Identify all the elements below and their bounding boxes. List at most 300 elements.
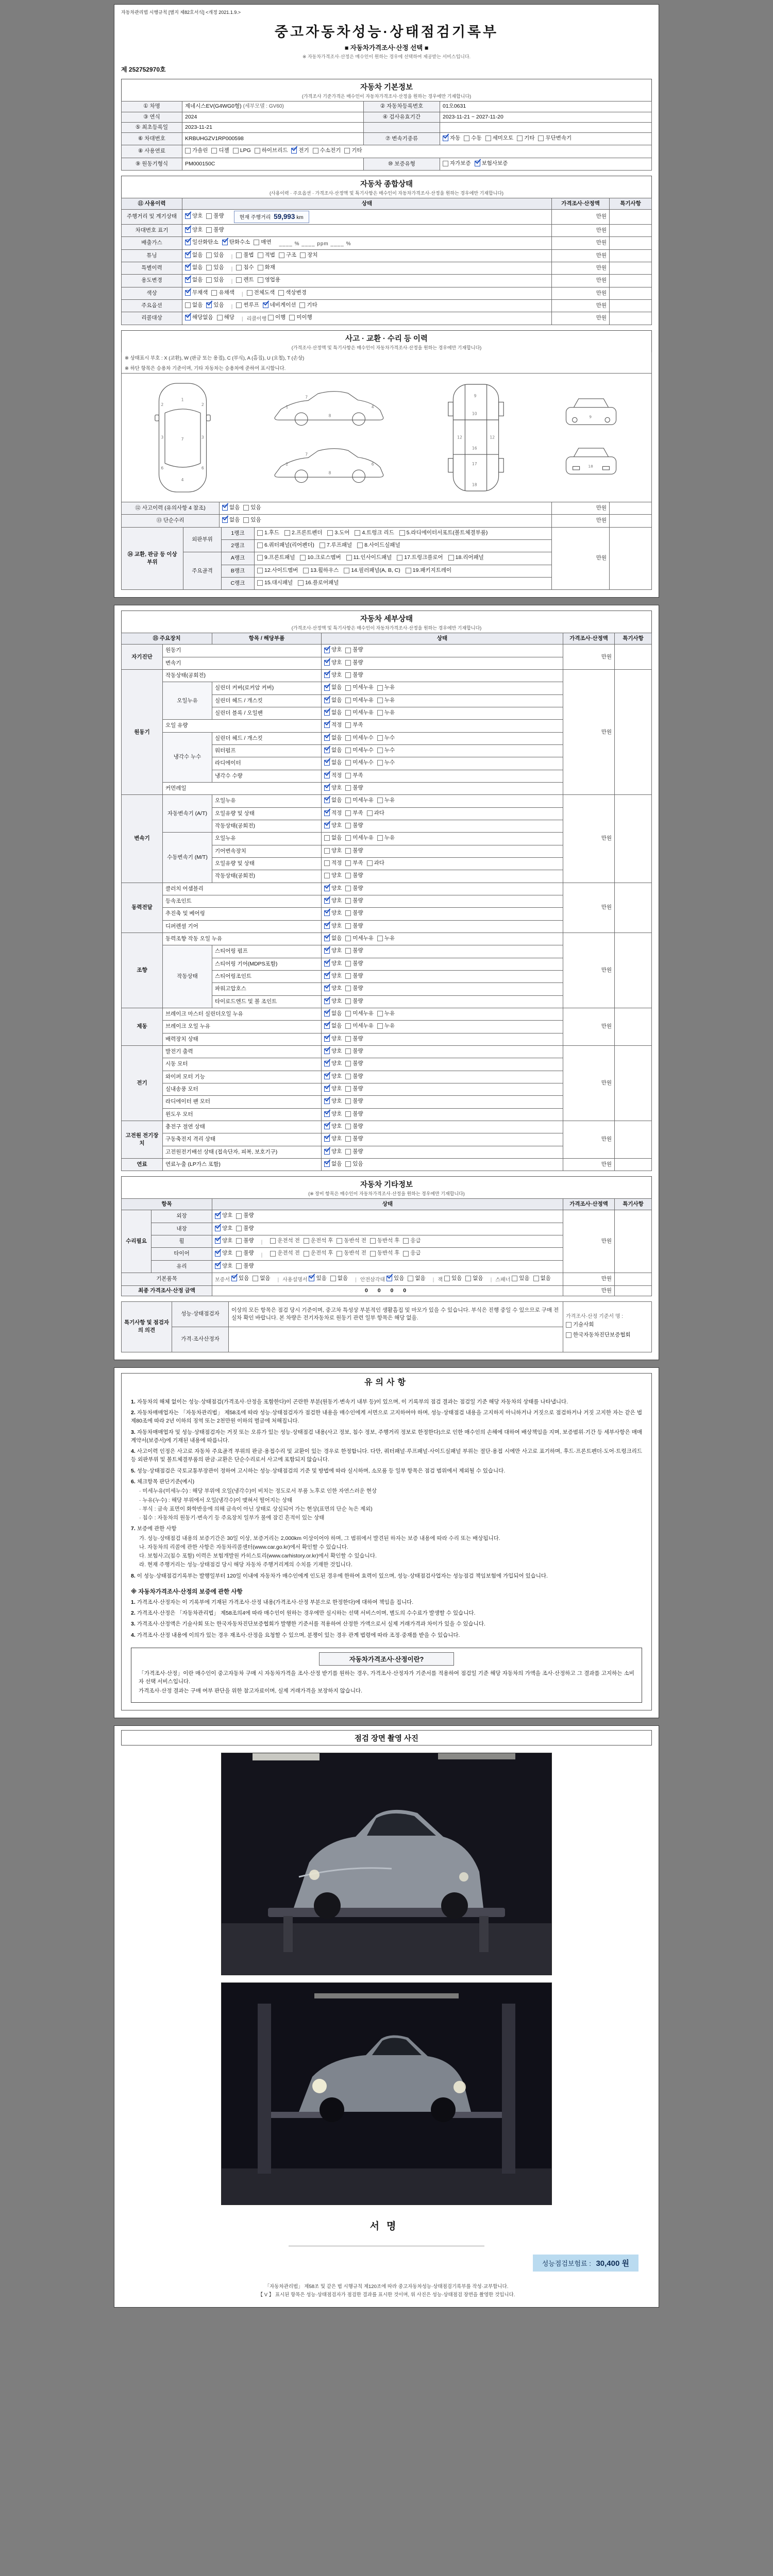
checkbox-checked[interactable]: 양호 [324, 1135, 342, 1143]
checkbox-unchecked[interactable]: 미세누유 [345, 1022, 374, 1030]
checkbox-box-icon [377, 735, 383, 741]
item-label: 충전구 절연 상태 [163, 1121, 322, 1133]
checkbox-checked[interactable]: 양호 [324, 897, 342, 905]
checkbox-unchecked[interactable]: 기타 [517, 134, 534, 142]
checkbox-checked[interactable]: 없음 [324, 935, 342, 942]
checkbox-checked[interactable]: 없음 [185, 276, 203, 284]
checkbox-box-icon [324, 810, 330, 816]
checkbox-unchecked[interactable]: 누유 [377, 935, 395, 942]
item-label: 실린더 블록 / 오일팬 [212, 707, 322, 720]
checkbox-unchecked[interactable]: 동반석 후 [370, 1249, 400, 1257]
checkbox-box-icon [377, 748, 383, 753]
item-label: 기어변속장치 [212, 845, 322, 857]
checkbox-unchecked[interactable]: 불량 [345, 847, 363, 855]
checkbox-checked[interactable]: 양호 [324, 960, 342, 968]
opinion-text [229, 1327, 563, 1352]
checkbox-unchecked[interactable]: 없음 [324, 834, 342, 842]
checkbox-unchecked[interactable]: 불량 [236, 1212, 254, 1219]
col-etc-item: 항목 [122, 1199, 212, 1210]
checkbox-unchecked[interactable]: 누수 [377, 734, 395, 742]
checkbox-unchecked[interactable]: 있음 [444, 1275, 462, 1282]
checkbox-checked[interactable]: 양호 [215, 1225, 232, 1232]
checkbox-checked[interactable]: 양호 [324, 671, 342, 679]
section-overall [121, 176, 652, 325]
checkbox-unchecked[interactable]: 12.사이드멤버 [257, 567, 298, 574]
checkbox-unchecked[interactable]: 불량 [345, 1060, 363, 1067]
checkbox-unchecked[interactable]: 10.크로스멤버 [300, 554, 341, 562]
checkbox-checked[interactable]: 일산화탄소 [185, 239, 219, 246]
checkbox-unchecked[interactable]: 불량 [345, 646, 363, 654]
checkbox-box-icon [377, 936, 383, 941]
checkbox-unchecked[interactable]: 8.사이드실패널 [357, 541, 400, 549]
item-state [322, 745, 563, 757]
checkbox-unchecked[interactable]: 기타 [299, 301, 317, 309]
basic-row: ⑥ 차대번호 KRBUHGZV1RP000598 ⑦ 변속기종류 자동 수동 세미오토 기타 무단변속기 [122, 132, 652, 145]
checkbox-box-icon [345, 1086, 351, 1092]
checkbox-checked[interactable]: 양호 [324, 1047, 342, 1055]
item-label: 브레이크 마스터 실린더오일 누유 [163, 1008, 322, 1020]
checkbox-unchecked[interactable]: 누유 [377, 1022, 395, 1030]
checkbox-box-icon [236, 1251, 242, 1257]
checkbox-unchecked[interactable]: 동반석 전 [337, 1249, 366, 1257]
item-label: 와이퍼 모터 기능 [163, 1071, 322, 1083]
checkbox-unchecked[interactable]: 4.트렁크 리드 [355, 529, 394, 537]
checkbox-unchecked[interactable]: 부족 [345, 772, 363, 779]
checkbox-unchecked[interactable]: 불량 [345, 1085, 363, 1093]
checkbox-checked[interactable]: 있음 [231, 1275, 249, 1282]
checkbox-unchecked[interactable]: 불량 [236, 1225, 254, 1232]
checkbox-unchecked[interactable]: 불량 [345, 1110, 363, 1118]
checkbox-unchecked[interactable]: 7.루프패널 [320, 541, 352, 549]
checkbox-box-icon [324, 785, 330, 791]
checkbox-unchecked[interactable]: 불량 [345, 909, 363, 917]
checkbox-checked[interactable]: 양호 [324, 985, 342, 992]
checkbox-unchecked[interactable]: 장치 [300, 251, 317, 259]
item-label: 오일유량 및 상태 [212, 807, 322, 820]
checkbox-unchecked[interactable]: 불량 [345, 897, 363, 905]
checkbox-box-icon [270, 1251, 276, 1257]
checkbox-unchecked[interactable]: 불량 [345, 997, 363, 1005]
checkbox-checked[interactable]: 양호 [324, 1060, 342, 1067]
checkbox-box-icon [324, 710, 330, 716]
checkbox-checked[interactable]: 양호 [185, 212, 203, 220]
checkbox-box-icon [324, 973, 330, 979]
svg-text:4: 4 [371, 404, 374, 410]
final-price-value: 0 0 0 0 [212, 1285, 563, 1296]
checkbox-checked[interactable]: 양호 [324, 1123, 342, 1130]
checkbox-unchecked[interactable]: 전체도색 [247, 289, 275, 297]
checkbox-box-icon [566, 1322, 572, 1328]
checkbox-checked[interactable]: 양호 [324, 1148, 342, 1156]
checkbox-unchecked[interactable]: 있음 [206, 276, 224, 284]
checkbox-box-icon [337, 1238, 342, 1244]
checkbox-box-icon [247, 290, 253, 296]
basic-row: ⑨ 원동기형식 PM000150C ⑩ 보증유형 자가보증 보험사보증 [122, 158, 652, 170]
checkbox-checked[interactable]: 없음 [324, 796, 342, 804]
checkbox-unchecked[interactable]: LPG [233, 147, 251, 155]
checkbox-unchecked[interactable]: 있음 [206, 264, 224, 272]
item-state [322, 1021, 563, 1033]
checkbox-unchecked[interactable]: 불량 [206, 212, 224, 220]
checkbox-unchecked[interactable]: 불법 [236, 251, 254, 259]
checkbox-unchecked[interactable]: 미세누수 [345, 734, 374, 742]
checkbox-checked[interactable]: 없음 [324, 1010, 342, 1018]
checkbox-checked[interactable]: 네비게이션 [263, 301, 296, 309]
checkbox-unchecked[interactable]: 불량 [345, 947, 363, 955]
checkbox-unchecked[interactable]: 동반석 전 [337, 1237, 366, 1245]
section-etc-title [121, 1176, 652, 1198]
footer-line-2: 【 V 】 표시된 항목은 성능·상태점검자가 점검한 결과를 표시한 것이며, 위 사진은 성능·상태점검 장면을 촬영한 것입니다. [258, 2292, 515, 2298]
checkbox-unchecked[interactable]: 불량 [345, 1035, 363, 1043]
checkbox-checked[interactable]: 양호 [324, 1097, 342, 1105]
basic-row: ⑧ 사용연료 가솔린 디젤 LPG 하이브리드 전기 수소전기 기타 [122, 145, 652, 158]
item-label: 작동상태(공회전) [212, 870, 322, 883]
checkbox-unchecked[interactable]: 불량 [345, 1073, 363, 1080]
item-label: 배력장치 상태 [163, 1033, 322, 1045]
checkbox-unchecked[interactable]: 미세누수 [345, 759, 374, 767]
checkbox-unchecked[interactable]: 기술사회 [566, 1321, 594, 1329]
checkbox-unchecked[interactable]: 누유 [377, 796, 395, 804]
checkbox-checked[interactable]: 없음 [324, 709, 342, 717]
checkbox-checked[interactable]: 양호 [324, 1110, 342, 1118]
item-label: 등속조인트 [163, 895, 322, 907]
checkbox-checked[interactable]: 양호 [324, 659, 342, 667]
checkbox-unchecked[interactable]: 매연 [254, 239, 271, 246]
checkbox-unchecked[interactable]: 19.패키지트레이 [406, 567, 451, 574]
checkbox-unchecked[interactable]: 운전석 전 [270, 1237, 300, 1245]
checkbox-unchecked[interactable]: 과다 [367, 859, 384, 867]
checkbox-unchecked[interactable]: 있음 [512, 1275, 529, 1282]
checkbox-checked[interactable]: 양호 [324, 885, 342, 892]
checkbox-box-icon [324, 961, 330, 967]
checkbox-unchecked[interactable]: 과다 [367, 809, 384, 817]
checkbox-unchecked[interactable]: 불량 [236, 1262, 254, 1270]
overall-row: 튜닝 없음 있음 | 불법 적법 구조 장치 만원 [122, 249, 652, 262]
checkbox-checked[interactable]: 양호 [324, 909, 342, 917]
checkbox-checked[interactable]: 양호 [324, 947, 342, 955]
checkbox-box-icon [185, 227, 191, 233]
notice-item: 7. 보증에 관한 사항 가. 성능·상태점검 내용의 보증기간은 30일 이상, 보증거리는 2,000km 이상이어야 하며, 그 범위에서 발견된 하자는 보증 내용에 따라 수리 또는 배상됩니다. 나. 자동차의 리콜에 관한 사항은 자동차리콜센터(www.car.go.kr)에서 확인할 수 있습니다. 다. 보험사고(침수 포함) 이력은 보험개발원 카히스토리(www.carhistory.or.kr)에서 확인할 수 있습니다. 라. 현재 주행거리는 성능·상태점검 당시 해당 자동차 주행거리계의 수치를 기재한 것입니다. [131, 1526, 500, 1568]
checkbox-unchecked[interactable]: 18.리어패널 [448, 554, 484, 562]
accident-history-row [122, 502, 652, 514]
checkbox-unchecked[interactable]: 양호 [324, 872, 342, 879]
item-label: 오일누유 [212, 833, 322, 845]
checkbox-checked[interactable]: 양호 [185, 226, 203, 234]
checkbox-unchecked[interactable]: 9.프론트패널 [257, 554, 295, 562]
item-state [322, 694, 563, 707]
checkbox-unchecked[interactable]: 이행 [268, 314, 285, 321]
checkbox-checked[interactable]: 양호 [324, 1073, 342, 1080]
checkbox-unchecked[interactable]: 부족 [345, 721, 363, 729]
checkbox-box-icon [324, 722, 330, 728]
checkbox-unchecked[interactable]: 세미오토 [485, 134, 514, 142]
checkbox-unchecked[interactable]: 11.인사이드패널 [346, 554, 392, 562]
checkbox-checked[interactable]: 탄화수소 [222, 239, 250, 246]
notice-list-2 [131, 1598, 642, 1639]
checkbox-box-icon [345, 748, 351, 753]
checkbox-box-icon [324, 986, 330, 991]
checkbox-checked[interactable]: 양호 [324, 822, 342, 829]
item-state [322, 895, 563, 907]
checkbox-unchecked[interactable]: 미세누수 [345, 747, 374, 754]
opinion-table [121, 1301, 652, 1352]
section-accident-title [121, 330, 652, 352]
checkbox-unchecked[interactable]: 썬루프 [236, 301, 259, 309]
checkbox-unchecked[interactable]: 영업용 [258, 276, 280, 284]
svg-text:2: 2 [161, 402, 164, 408]
section-accident-note: (가격조사·산정액 및 특기사항은 매수인이 자동차가격조사·산정을 원하는 경우에만 기재합니다) [291, 345, 482, 350]
checkbox-unchecked[interactable]: 불량 [345, 972, 363, 980]
checkbox-box-icon [324, 735, 330, 741]
checkbox-unchecked[interactable]: 해당 [217, 314, 234, 321]
checkbox-unchecked[interactable]: 불량 [345, 985, 363, 992]
checkbox-unchecked[interactable]: 누유 [377, 684, 395, 691]
final-price-table [121, 1285, 652, 1296]
checkbox-unchecked[interactable]: 동반석 후 [370, 1237, 400, 1245]
checkbox-unchecked[interactable]: 응급 [403, 1249, 421, 1257]
checkbox-unchecked[interactable]: 불량 [345, 1047, 363, 1055]
checkbox-checked[interactable]: 없음 [324, 1022, 342, 1030]
checkbox-unchecked[interactable]: 있음 [206, 251, 224, 259]
checkbox-unchecked[interactable]: 운전석 후 [304, 1249, 333, 1257]
checkbox-checked[interactable]: 양호 [324, 646, 342, 654]
checkbox-unchecked[interactable]: 양호 [324, 847, 342, 855]
item-label: 스티어링 펌프 [212, 945, 322, 958]
checkbox-checked[interactable]: 없음 [324, 759, 342, 767]
checkbox-box-icon [215, 1263, 221, 1269]
checkbox-unchecked[interactable]: 미세누유 [345, 709, 374, 717]
checkbox-unchecked[interactable]: 불량 [345, 1148, 363, 1156]
checkbox-unchecked[interactable]: 불량 [345, 922, 363, 930]
checkbox-unchecked[interactable]: 구조 [279, 251, 296, 259]
checkbox-box-icon [345, 648, 351, 653]
checkbox-unchecked[interactable]: 미세누유 [345, 834, 374, 842]
checkbox-checked[interactable]: 있음 [309, 1275, 326, 1282]
col-use-history: ⑪ 사용이력 [122, 198, 182, 209]
checkbox-unchecked[interactable]: 자가보증 [443, 160, 471, 167]
checkbox-box-icon [345, 1111, 351, 1117]
checkbox-checked[interactable]: 없음 [185, 251, 203, 259]
checkbox-unchecked[interactable]: 6.쿼터패널(리어펜더) [257, 541, 314, 549]
item-state [322, 1096, 563, 1108]
checkbox-box-icon [291, 148, 297, 154]
checkbox-checked[interactable]: 양호 [215, 1237, 232, 1245]
checkbox-checked[interactable]: 양호 [215, 1212, 232, 1219]
notice-subheading: ※ 자동차가격조사·산정의 보증에 관한 사항 [131, 1588, 243, 1595]
detail-row: 연료 연료누출 (LP가스 포함) 없음 있음 만원 [122, 1158, 652, 1171]
section-basic-info [121, 79, 652, 171]
checkbox-unchecked[interactable]: 누유 [377, 1010, 395, 1018]
checkbox-box-icon [304, 1238, 309, 1244]
checkbox-unchecked[interactable]: 불량 [345, 784, 363, 792]
checkbox-checked[interactable]: 양호 [215, 1249, 232, 1257]
checkbox-unchecked[interactable]: 누수 [377, 747, 395, 754]
checkbox-unchecked[interactable]: 침수 [236, 264, 254, 272]
checkbox-unchecked[interactable]: 디젤 [211, 147, 229, 155]
basic-row: ⑤ 최초등록일 2023-11-21 [122, 122, 652, 132]
checkbox-unchecked[interactable]: 미세누유 [345, 684, 374, 691]
checkbox-box-icon [215, 1238, 221, 1244]
checkbox-unchecked[interactable]: 불량 [236, 1237, 254, 1245]
checkbox-unchecked[interactable]: 불량 [345, 960, 363, 968]
checkbox-box-icon [257, 555, 263, 561]
checkbox-box-icon [324, 1036, 330, 1042]
checkbox-checked[interactable]: 없음 [185, 264, 203, 272]
checkbox-unchecked[interactable]: 불량 [345, 671, 363, 679]
checkbox-checked[interactable]: 양호 [324, 1085, 342, 1093]
checkbox-box-icon [377, 698, 383, 703]
checkbox-box-icon [324, 873, 330, 878]
checkbox-unchecked[interactable]: 불량 [345, 1097, 363, 1105]
checkbox-checked[interactable]: 없음 [324, 697, 342, 704]
checkbox-unchecked[interactable]: 불량 [236, 1249, 254, 1257]
checkbox-box-icon [345, 886, 351, 891]
checkbox-unchecked[interactable]: 13.휠하우스 [303, 567, 339, 574]
checkbox-checked[interactable]: 양호 [324, 922, 342, 930]
checkbox-unchecked[interactable]: 14.필러패널(A, B, C) [344, 567, 400, 574]
checkbox-unchecked[interactable]: 없음 [465, 1275, 483, 1282]
item-label: 실린더 커버(로커암 커버) [212, 682, 322, 694]
checkbox-checked[interactable]: 적정 [324, 772, 342, 779]
checkbox-checked[interactable]: 없음 [222, 504, 240, 512]
overall-row: 주요옵션 없음 있음 | 썬루프 네비게이션 기타 만원 [122, 299, 652, 312]
checkbox-checked[interactable]: 자동 [443, 134, 460, 142]
checkbox-checked[interactable]: 있음 [206, 301, 224, 309]
checkbox-box-icon [258, 265, 263, 270]
checkbox-box-icon [215, 1226, 221, 1231]
insurance-premium-badge [533, 2255, 638, 2272]
checkbox-unchecked[interactable]: 있음 [243, 516, 261, 524]
checkbox-unchecked[interactable]: 5.라디에이터서포트(볼트체결부품) [399, 529, 488, 537]
checkbox-unchecked[interactable]: 렌트 [236, 276, 254, 284]
checkbox-unchecked[interactable]: 15.대시패널 [257, 579, 293, 587]
checkbox-unchecked[interactable]: 미세누유 [345, 796, 374, 804]
checkbox-unchecked[interactable]: 누유 [377, 709, 395, 717]
checkbox-checked[interactable]: 없음 [222, 516, 240, 524]
checkbox-unchecked[interactable]: 유채색 [211, 289, 234, 297]
checkbox-unchecked[interactable]: 없음 [185, 301, 203, 309]
checkbox-checked[interactable]: 무채색 [185, 289, 208, 297]
checkbox-unchecked[interactable]: 무단변속기 [538, 134, 572, 142]
checkbox-unchecked[interactable]: 미세누유 [345, 697, 374, 704]
checkbox-unchecked[interactable]: 누유 [377, 697, 395, 704]
checkbox-box-icon [403, 1251, 409, 1257]
checkbox-unchecked[interactable]: 색상변경 [278, 289, 307, 297]
checkbox-unchecked[interactable]: 불량 [345, 885, 363, 892]
checkbox-unchecked[interactable]: 부족 [345, 809, 363, 817]
checkbox-checked[interactable]: 없음 [324, 734, 342, 742]
checkbox-unchecked[interactable]: 17.트렁크플로어 [397, 554, 443, 562]
checkbox-unchecked[interactable]: 가솔린 [185, 147, 208, 155]
checkbox-box-icon [324, 798, 330, 803]
checkbox-unchecked[interactable]: 누수 [377, 759, 395, 767]
exchange-row: 2랭크 6.쿼터패널(리어펜더) 7.루프패널 8.사이드실패널 [122, 539, 652, 552]
checkbox-unchecked[interactable]: 적정 [324, 859, 342, 867]
checkbox-unchecked[interactable]: 화재 [258, 264, 275, 272]
item-label: 연료누출 (LP가스 포함) [163, 1158, 322, 1171]
checkbox-unchecked[interactable]: 없음 [533, 1275, 551, 1282]
checkbox-checked[interactable]: 있음 [386, 1275, 404, 1282]
checkbox-checked[interactable]: 양호 [324, 972, 342, 980]
checkbox-box-icon [243, 505, 249, 511]
checkbox-unchecked[interactable]: 미세누유 [345, 935, 374, 942]
checkbox-box-icon [185, 302, 191, 308]
checkbox-unchecked[interactable]: 운전석 후 [304, 1237, 333, 1245]
checkbox-box-icon [236, 252, 242, 258]
item-label: 스티어링 기어(MDPS포함) [212, 958, 322, 970]
item-state [322, 883, 563, 895]
checkbox-checked[interactable]: 양호 [324, 1035, 342, 1043]
checkbox-unchecked[interactable]: 1.후드 [257, 529, 279, 537]
checkbox-box-icon [233, 148, 239, 154]
section-basic-note: (가격조사 기준가격은 매수인이 자동차가격조사·산정을 원하는 경우에만 기재합니다) [301, 94, 472, 99]
checkbox-checked[interactable]: 양호 [215, 1262, 232, 1270]
checkbox-unchecked[interactable]: 불량 [345, 1123, 363, 1130]
checkbox-unchecked[interactable]: 한국자동차진단보증협회 [566, 1331, 631, 1339]
checkbox-box-icon [443, 161, 448, 166]
checkbox-unchecked[interactable]: 없음 [408, 1275, 425, 1282]
checkbox-unchecked[interactable]: 불량 [345, 822, 363, 829]
checkbox-checked[interactable]: 전기 [291, 147, 309, 155]
checkbox-unchecked[interactable]: 수소전기 [313, 147, 341, 155]
checkbox-unchecked[interactable]: 미이행 [289, 314, 312, 321]
checkbox-unchecked[interactable]: 있음 [243, 504, 261, 512]
checkbox-unchecked[interactable]: 2.프론트펜더 [284, 529, 322, 537]
checkbox-box-icon [512, 1276, 517, 1281]
checkbox-checked[interactable]: 없음 [324, 684, 342, 691]
checkbox-box-icon [344, 568, 349, 573]
item-state [322, 783, 563, 795]
checkbox-checked[interactable]: 양호 [324, 784, 342, 792]
checkbox-unchecked[interactable]: 불량 [345, 872, 363, 879]
checkbox-unchecked[interactable]: 16.플로어패널 [298, 579, 339, 587]
checkbox-unchecked[interactable]: 운전석 전 [270, 1249, 300, 1257]
item-state [322, 945, 563, 958]
checkbox-box-icon [345, 823, 351, 828]
checkbox-unchecked[interactable]: 없음 [330, 1275, 348, 1282]
checkbox-checked[interactable]: 없음 [324, 747, 342, 754]
checkbox-checked[interactable]: 적정 [324, 809, 342, 817]
checkbox-unchecked[interactable]: 불량 [206, 226, 224, 234]
checkbox-unchecked[interactable]: 있음 [345, 1160, 363, 1168]
checkbox-unchecked[interactable]: 부족 [345, 859, 363, 867]
checkbox-checked[interactable]: 양호 [324, 997, 342, 1005]
checkbox-unchecked[interactable]: 응급 [403, 1237, 421, 1245]
checkbox-checked[interactable]: 해당없음 [185, 314, 213, 321]
checkbox-unchecked[interactable]: 누유 [377, 834, 395, 842]
notice-title [121, 1373, 652, 1389]
checkbox-box-icon [357, 543, 363, 548]
checkbox-checked[interactable]: 없음 [324, 1160, 342, 1168]
checkbox-checked[interactable]: 적정 [324, 721, 342, 729]
item-label: 오일 유량 [163, 720, 322, 732]
checkbox-unchecked[interactable]: 수동 [464, 134, 481, 142]
checkbox-unchecked[interactable]: 적법 [258, 251, 275, 259]
col-etc-price: 가격조사·산정액 [563, 1199, 615, 1210]
checkbox-unchecked[interactable]: 미세누유 [345, 1010, 374, 1018]
checkbox-checked[interactable]: 보험사보증 [475, 160, 508, 167]
checkbox-unchecked[interactable]: 불량 [345, 1135, 363, 1143]
checkbox-unchecked[interactable]: 없음 [253, 1275, 270, 1282]
checkbox-box-icon [324, 660, 330, 666]
checkbox-unchecked[interactable]: 불량 [345, 659, 363, 667]
col-device: ⑮ 주요장치 [122, 633, 212, 645]
basic-info-table [121, 101, 652, 171]
checkbox-unchecked[interactable]: 기타 [344, 147, 362, 155]
checkbox-unchecked[interactable]: 3.도어 [327, 529, 349, 537]
car-top-view-diagram [153, 380, 212, 496]
checkbox-unchecked[interactable]: 하이브리드 [255, 147, 288, 155]
